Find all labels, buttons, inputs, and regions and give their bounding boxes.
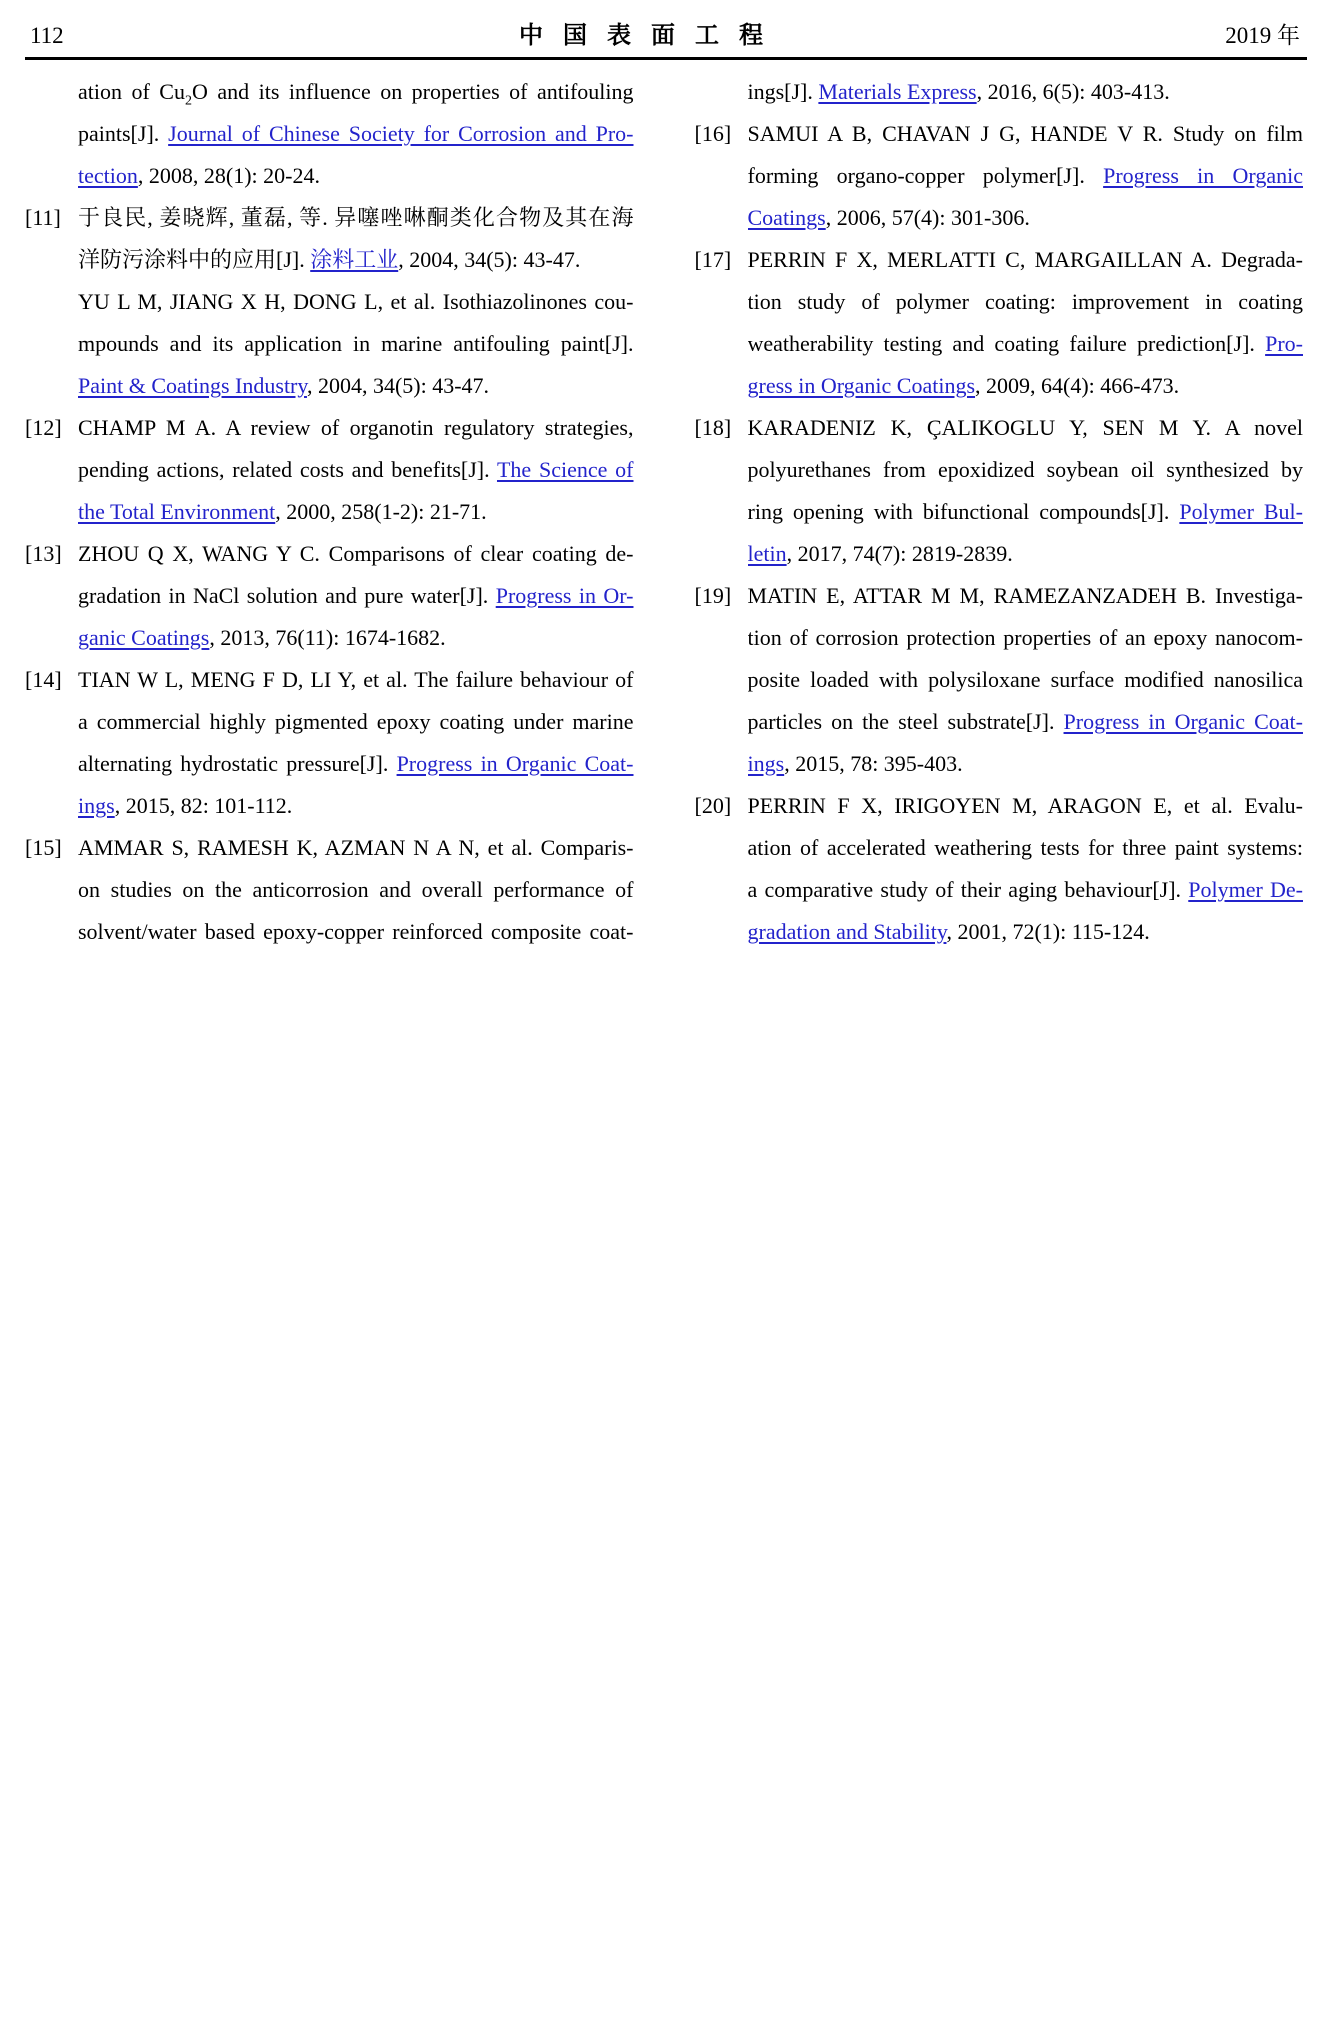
reference-item bbox=[25, 533, 634, 659]
reference-text: KARADENIZ K, ÇALIKOGLU Y, SEN M Y. A novel bbox=[747, 415, 1303, 440]
reference-line bbox=[748, 827, 1304, 869]
reference-body bbox=[748, 575, 1304, 785]
reference-number: [14] bbox=[25, 667, 62, 692]
reference-body bbox=[78, 71, 634, 197]
reference-body bbox=[748, 407, 1304, 575]
reference-line bbox=[748, 197, 1304, 239]
references-left-column bbox=[25, 71, 634, 953]
reference-line bbox=[748, 407, 1304, 449]
reference-line bbox=[78, 281, 634, 323]
reference-line bbox=[748, 449, 1304, 491]
reference-item bbox=[25, 659, 634, 827]
reference-number: [11] bbox=[25, 205, 61, 230]
reference-text: ation of accelerated weathering tests for three paint systems: bbox=[747, 835, 1303, 860]
references-section bbox=[25, 71, 1303, 953]
reference-text: , 2001, 72(1): 115-124. bbox=[946, 919, 1150, 944]
reference-text: MATIN E, ATTAR M M, RAMEZANZADEH B. Investiga- bbox=[747, 583, 1303, 608]
reference-line bbox=[748, 155, 1304, 197]
reference-number: [12] bbox=[25, 415, 62, 440]
reference-line bbox=[78, 239, 634, 281]
journal-link[interactable]: ings bbox=[78, 793, 115, 818]
header-year: 2019 年 bbox=[1225, 23, 1300, 48]
reference-text: 洋防污涂料中的应用[J]. bbox=[78, 247, 311, 272]
reference-line bbox=[78, 659, 634, 701]
reference-line bbox=[748, 743, 1304, 785]
reference-text: ZHOU Q X, WANG Y C. Comparisons of clear coating de- bbox=[78, 541, 634, 566]
reference-item bbox=[25, 407, 634, 533]
reference-text: , 2013, 76(11): 1674-1682. bbox=[209, 625, 446, 650]
reference-text: posite loaded with polysiloxane surface modified nanosilica bbox=[747, 667, 1303, 692]
reference-text: a comparative study of their aging behaviour[J]. bbox=[747, 877, 1189, 902]
reference-text: paints[J]. bbox=[78, 121, 169, 146]
reference-text: ings[J]. bbox=[747, 79, 819, 104]
reference-body bbox=[748, 785, 1304, 953]
journal-link[interactable]: gress in Organic Coatings bbox=[747, 373, 976, 398]
reference-text: , 2006, 57(4): 301-306. bbox=[825, 205, 1030, 230]
reference-text: CHAMP M A. A review of organotin regulatory strategies, bbox=[78, 415, 634, 440]
journal-link[interactable]: Progress in Or- bbox=[495, 583, 634, 608]
reference-body bbox=[78, 827, 634, 953]
journal-link[interactable]: the Total Environment bbox=[78, 499, 276, 524]
reference-text: particles on the steel substrate[J]. bbox=[747, 709, 1064, 734]
journal-link[interactable]: Progress in Organic Coat- bbox=[396, 751, 634, 776]
header-page-number: 112 bbox=[30, 23, 64, 48]
reference-line bbox=[78, 617, 634, 659]
reference-line bbox=[748, 71, 1304, 113]
reference-number: [13] bbox=[25, 541, 62, 566]
subscript-text: 2 bbox=[184, 93, 192, 109]
reference-body bbox=[748, 239, 1304, 407]
journal-header bbox=[0, 0, 1330, 50]
reference-number: [20] bbox=[694, 793, 732, 818]
reference-body bbox=[748, 71, 1304, 113]
references-right-column bbox=[695, 71, 1304, 953]
reference-item bbox=[695, 71, 1304, 113]
reference-text: alternating hydrostatic pressure[J]. bbox=[78, 751, 397, 776]
journal-link[interactable]: Polymer De- bbox=[1188, 877, 1303, 902]
reference-line bbox=[78, 113, 634, 155]
reference-line bbox=[78, 911, 634, 953]
reference-number: [18] bbox=[694, 415, 732, 440]
journal-link[interactable]: Paint & Coatings Industry bbox=[78, 373, 307, 398]
reference-line bbox=[748, 617, 1304, 659]
reference-line bbox=[748, 575, 1304, 617]
reference-number: [15] bbox=[25, 835, 62, 860]
reference-line bbox=[78, 533, 634, 575]
reference-line bbox=[748, 281, 1304, 323]
reference-line bbox=[78, 323, 634, 365]
reference-text: PERRIN F X, MERLATTI C, MARGAILLAN A. Degrada- bbox=[747, 247, 1303, 272]
reference-text: mpounds and its application in marine antifouling paint[J]. bbox=[78, 331, 634, 356]
reference-line bbox=[748, 323, 1304, 365]
reference-number bbox=[25, 71, 78, 197]
journal-link[interactable]: Materials Express bbox=[818, 79, 977, 104]
journal-link[interactable]: The Science of bbox=[496, 457, 634, 482]
reference-text: , 2015, 78: 395-403. bbox=[784, 751, 963, 776]
reference-text: TIAN W L, MENG F D, LI Y, et al. The failure behaviour of bbox=[78, 667, 634, 692]
reference-item bbox=[695, 239, 1304, 407]
reference-line bbox=[78, 575, 634, 617]
reference-line bbox=[748, 113, 1304, 155]
reference-line bbox=[78, 365, 634, 407]
reference-item bbox=[25, 827, 634, 953]
reference-body bbox=[78, 197, 634, 407]
reference-text: forming organo-copper polymer[J]. bbox=[747, 163, 1104, 188]
reference-text: ring opening with bifunctional compounds[J]. bbox=[747, 499, 1180, 524]
reference-item bbox=[25, 71, 634, 197]
journal-link[interactable]: Progress in Organic Coat- bbox=[1063, 709, 1303, 734]
reference-line bbox=[78, 869, 634, 911]
journal-link[interactable]: ings bbox=[747, 751, 785, 776]
reference-text: , 2004, 34(5): 43-47. bbox=[398, 247, 581, 272]
reference-text: , 2008, 28(1): 20-24. bbox=[137, 163, 320, 188]
reference-text: , 2016, 6(5): 403-413. bbox=[976, 79, 1170, 104]
reference-body bbox=[78, 659, 634, 827]
reference-line bbox=[78, 449, 634, 491]
reference-text: YU L M, JIANG X H, DONG L, et al. Isothiazolinones cou- bbox=[78, 289, 634, 314]
reference-line bbox=[748, 365, 1304, 407]
reference-body bbox=[78, 533, 634, 659]
reference-line bbox=[78, 827, 634, 869]
reference-text: tion of corrosion protection properties of an epoxy nanocom- bbox=[747, 625, 1303, 650]
reference-text: 于良民, 姜晓辉, 董磊, 等. 异噻唑啉酮类化合物及其在海 bbox=[78, 205, 634, 230]
reference-text: SAMUI A B, CHAVAN J G, HANDE V R. Study on film bbox=[747, 121, 1303, 146]
journal-link[interactable]: Progress in Organic bbox=[1103, 163, 1303, 188]
reference-line bbox=[748, 785, 1304, 827]
reference-text: , 2000, 258(1-2): 21-71. bbox=[275, 499, 487, 524]
reference-item bbox=[695, 575, 1304, 785]
reference-body bbox=[748, 113, 1304, 239]
reference-text: gradation in NaCl solution and pure water[J]. bbox=[78, 583, 496, 608]
reference-text: solvent/water based epoxy-copper reinforced composite coat- bbox=[78, 919, 634, 944]
reference-line bbox=[78, 197, 634, 239]
reference-text: tion study of polymer coating: improvement in coating bbox=[747, 289, 1303, 314]
reference-item bbox=[695, 785, 1304, 953]
journal-link[interactable]: Pro- bbox=[1265, 331, 1303, 356]
journal-link[interactable]: Journal of Chinese Society for Corrosion and Pro- bbox=[168, 121, 634, 146]
reference-line bbox=[78, 155, 634, 197]
reference-item bbox=[695, 113, 1304, 239]
reference-text: a commercial highly pigmented epoxy coating under marine bbox=[78, 709, 634, 734]
reference-text: polyurethanes from epoxidized soybean oil synthesized by bbox=[747, 457, 1303, 482]
reference-line bbox=[748, 491, 1304, 533]
journal-link[interactable]: gradation and Stability bbox=[747, 919, 947, 944]
reference-text: O and its influence on properties of antifouling bbox=[191, 79, 634, 104]
journal-link[interactable]: 涂料工业 bbox=[310, 247, 399, 272]
reference-body bbox=[78, 407, 634, 533]
reference-number: [16] bbox=[694, 121, 732, 146]
reference-line bbox=[78, 407, 634, 449]
reference-number: [19] bbox=[694, 583, 732, 608]
reference-line bbox=[748, 869, 1304, 911]
reference-text: , 2015, 82: 101-112. bbox=[114, 793, 293, 818]
reference-line bbox=[78, 491, 634, 533]
journal-link[interactable]: ganic Coatings bbox=[78, 625, 210, 650]
journal-link[interactable]: Polymer Bul- bbox=[1179, 499, 1303, 524]
reference-text: weatherability testing and coating failure prediction[J]. bbox=[747, 331, 1266, 356]
reference-text: pending actions, related costs and benefits[J]. bbox=[78, 457, 497, 482]
reference-line bbox=[748, 911, 1304, 953]
reference-text: , 2004, 34(5): 43-47. bbox=[306, 373, 490, 398]
reference-text: ation of Cu bbox=[78, 79, 185, 104]
reference-text: on studies on the anticorrosion and overall performance of bbox=[78, 877, 634, 902]
journal-link[interactable]: tection bbox=[78, 163, 138, 188]
header-rule bbox=[25, 57, 1307, 60]
reference-text: , 2017, 74(7): 2819-2839. bbox=[786, 541, 1013, 566]
reference-line bbox=[748, 239, 1304, 281]
journal-link[interactable]: letin bbox=[747, 541, 787, 566]
reference-text: , 2009, 64(4): 466-473. bbox=[975, 373, 1180, 398]
reference-line bbox=[78, 743, 634, 785]
reference-line bbox=[748, 701, 1304, 743]
reference-number bbox=[695, 71, 748, 113]
reference-line bbox=[748, 659, 1304, 701]
journal-link[interactable]: Coatings bbox=[747, 205, 826, 230]
reference-line bbox=[748, 533, 1304, 575]
reference-line bbox=[78, 701, 634, 743]
reference-line bbox=[78, 785, 634, 827]
reference-text: AMMAR S, RAMESH K, AZMAN N A N, et al. Comparis- bbox=[78, 835, 634, 860]
reference-number: [17] bbox=[694, 247, 732, 272]
header-journal-title: 中 国 表 面 工 程 bbox=[518, 23, 770, 49]
reference-item bbox=[695, 407, 1304, 575]
reference-line bbox=[78, 71, 634, 113]
reference-text: PERRIN F X, IRIGOYEN M, ARAGON E, et al. Evalu- bbox=[747, 793, 1303, 818]
reference-item bbox=[25, 197, 634, 407]
